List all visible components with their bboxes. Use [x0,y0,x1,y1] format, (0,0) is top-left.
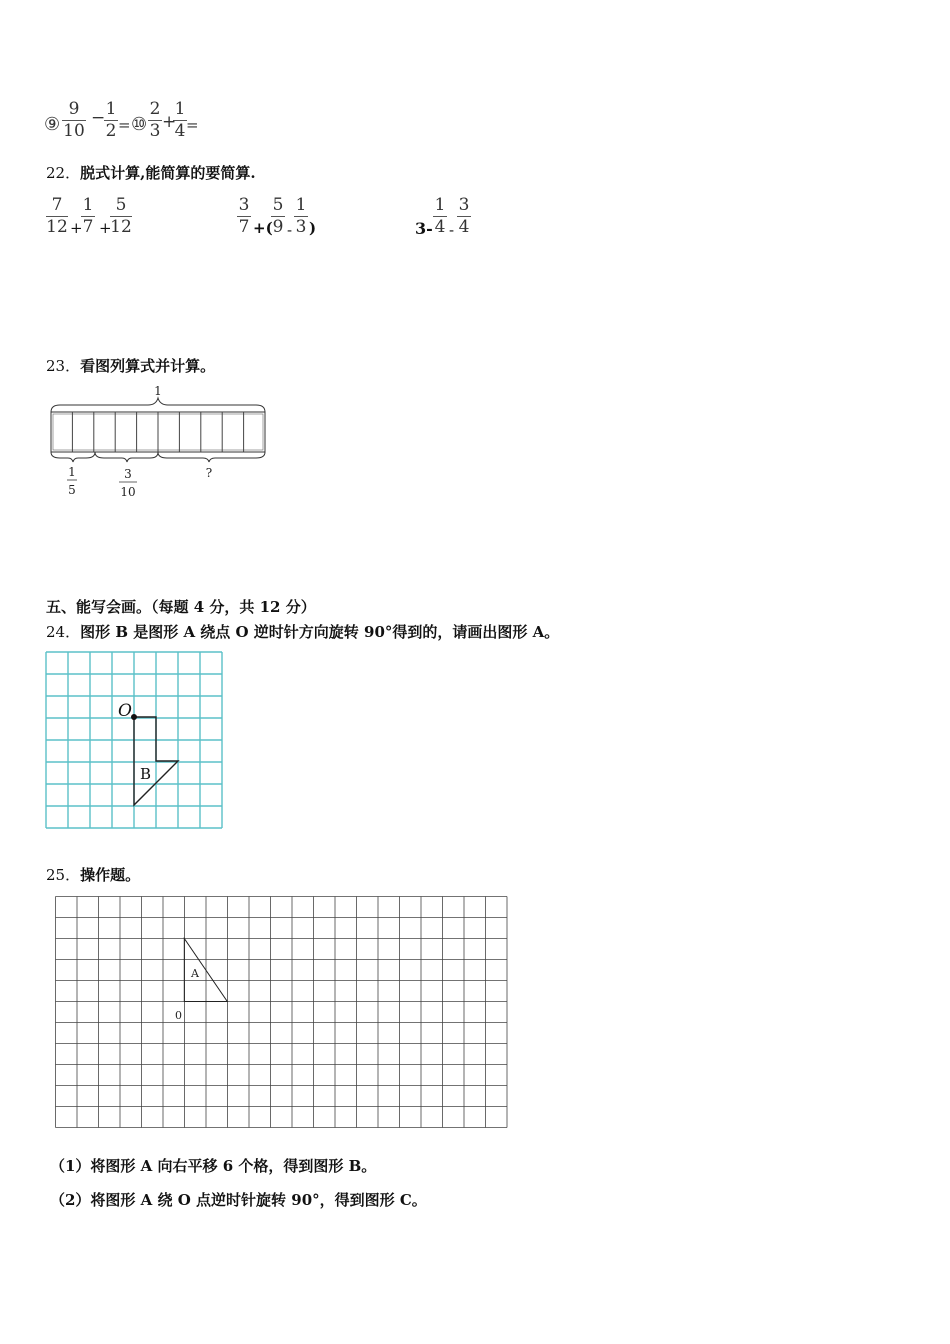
q24-point-label: O [118,701,132,721]
q22-e2-fraction-1: 3 7 [238,195,250,237]
q22-title: 脱式计算,能简算的要简算. [80,164,256,182]
q24-heading: 24．图形 B 是图形 A 绕点 O 逆时针方向旋转 90°得到的，请画出图形 A。 [46,623,560,641]
q23-top-label: 1 [154,384,162,398]
q23-heading: 23．看图列算式并计算。 [46,357,216,375]
q25-subquestion-1: （1）将图形 A 向右平移 6 个格，得到图形 B。 [50,1157,377,1175]
q24-shape-label: B [140,765,152,783]
q23-bar-diagram [40,382,280,507]
section5-heading: 五、能写会画。（每题 4 分，共 12 分） [46,598,316,616]
q25-grid-lines [56,897,508,1128]
q22-e1-fraction-1: 7 12 [46,195,68,237]
q22-e3-fraction-1: 1 4 [434,195,446,237]
q23-seg3-label: ? [205,466,213,480]
q24-grid [44,650,226,832]
q25-point-label: 0 [175,1009,182,1022]
q23-brace-3 [158,452,265,462]
q23-brace-1 [51,452,95,462]
q21-fraction-a: 9 10 [63,99,85,141]
circled-nine-mark: ⑨ [44,114,61,135]
q22-e2-fraction-3: 1 3 [295,195,307,237]
q25-heading: 25．操作题。 [46,866,141,884]
q24-title: 图形 B 是图形 A 绕点 O 逆时针方向旋转 90°得到的，请画出图形 A。 [80,623,560,641]
q23-seg2-denominator: 10 [120,485,136,499]
q23-top-brace [51,398,265,412]
q23-seg1-denominator: 5 [68,483,76,497]
q23-title: 看图列算式并计算。 [80,357,216,375]
q22-e2-fraction-2: 5 9 [272,195,284,237]
q25-subquestion-2: （2）将图形 A 绕 O 点逆时针旋转 90°，得到图形 C。 [50,1191,427,1209]
q21-fraction-b: 1 2 [105,99,117,141]
q22-e1-fraction-2: 1 7 [82,195,94,237]
q25-shape-label: A [191,967,199,980]
circled-ten-mark: ⑩ [131,114,148,135]
q23-seg2-numerator: 3 [124,467,132,481]
q22-e3-fraction-2: 3 4 [458,195,470,237]
q23-seg1-numerator: 1 [68,465,76,479]
q22-e1-fraction-3: 5 12 [110,195,132,237]
q25-title: 操作题。 [80,866,141,884]
q22-heading: 22．脱式计算,能简算的要简算. [46,164,256,182]
q21-fraction-d: 1 4 [174,99,186,141]
q25-grid [55,896,510,1131]
q23-brace-2 [95,452,158,462]
q21-fraction-c: 2 3 [149,99,161,141]
